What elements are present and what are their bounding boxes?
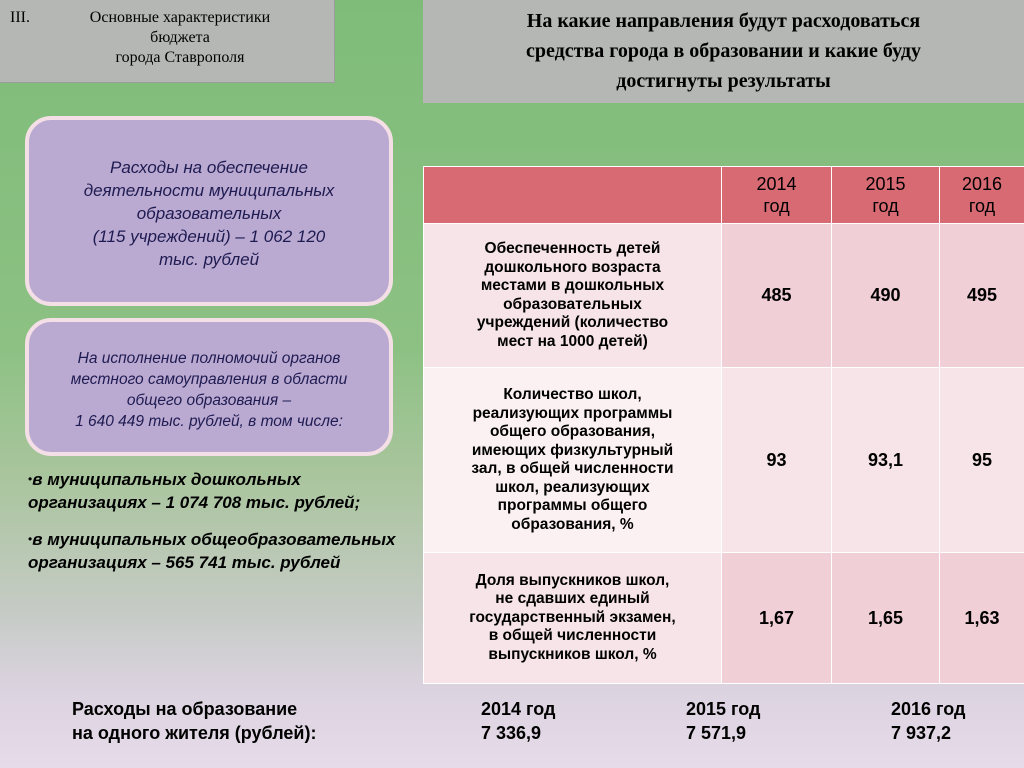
box-line: тыс. рублей <box>158 250 260 269</box>
results-table <box>423 166 1024 684</box>
label-line: дошкольного возраста <box>484 258 661 276</box>
question-line: средства города в образовании и какие буду <box>526 40 921 62</box>
label-line: мест на 1000 детей) <box>497 332 648 350</box>
per-capita-year-2015 <box>686 697 761 745</box>
slide-question-title <box>423 0 1024 103</box>
label-line: в общей численности <box>488 627 657 645</box>
cell-value: 1,63 <box>940 553 1024 684</box>
label-line: Доля выпускников школ, <box>475 571 670 589</box>
section-title <box>30 8 330 68</box>
table-row <box>424 553 1024 684</box>
table-header-row <box>424 167 1024 224</box>
label-line: образовательных <box>503 295 642 313</box>
year-value: 7 336,9 <box>481 723 542 743</box>
bullet-item <box>28 528 408 574</box>
label-line: реализующих программы <box>472 404 673 422</box>
label-line: выпускников школ, % <box>488 645 657 663</box>
expenses-authority-box <box>25 318 393 456</box>
per-capita-year-2016 <box>891 697 966 745</box>
year-number: 2015 <box>865 174 906 194</box>
section-number: III. <box>10 9 30 26</box>
table-header-year <box>940 167 1024 224</box>
section-title-line: Основные характеристики <box>89 9 271 26</box>
year-number: 2016 <box>961 174 1003 194</box>
per-capita-label <box>72 697 452 745</box>
table-row <box>424 368 1024 553</box>
cell-value: 1,67 <box>722 553 832 684</box>
question-line: достигнуты результаты <box>616 70 831 92</box>
year-unit: год <box>763 196 790 216</box>
table-header-year <box>722 167 832 224</box>
section-title-line: бюджета <box>150 29 210 46</box>
label-line: образования, % <box>511 515 634 533</box>
year-unit: год <box>968 196 996 216</box>
per-capita-year-2014 <box>481 697 556 745</box>
section-header <box>0 0 335 83</box>
bullet-marker: • <box>28 472 33 486</box>
label-line: учреждений (количество <box>476 314 669 331</box>
year-value: 7 937,2 <box>891 723 952 743</box>
cell-value: 490 <box>832 224 940 368</box>
question-line: На какие направления будут расходоваться <box>526 10 921 32</box>
table-header-year <box>832 167 940 224</box>
table-header-empty <box>424 167 722 224</box>
label-line: Количество школ, <box>503 386 642 403</box>
bullet-marker: • <box>28 532 33 546</box>
year-value: 7 571,9 <box>686 723 747 743</box>
cell-value: 485 <box>722 224 832 368</box>
box-line: образовательных <box>136 204 282 223</box>
year-number: 2014 <box>756 174 797 194</box>
bullet-item <box>28 468 408 514</box>
cell-value: 95 <box>940 368 1024 553</box>
cell-value: 93 <box>722 368 832 553</box>
box-line: общего образования – <box>126 392 292 409</box>
section-title-line: города Ставрополя <box>115 49 245 66</box>
bullet-text: в муниципальных дошкольных организациях – 1 074 708 тыс. рублей; <box>28 470 361 512</box>
label-line: имеющих физкультурный <box>471 441 674 459</box>
box-line: местного самоуправления в области <box>70 371 348 388</box>
year-unit: год <box>872 196 899 216</box>
year-label: 2014 год <box>481 699 556 719</box>
label-line: местами в дошкольных <box>480 277 665 294</box>
label-line: зал, в общей численности <box>471 460 674 477</box>
row-label <box>424 368 722 553</box>
expenses-institutions-box <box>25 116 393 306</box>
label-line: школ, реализующих <box>495 478 650 496</box>
label-line: программы общего <box>497 497 648 514</box>
label-line: на одного жителя (рублей): <box>72 723 317 743</box>
cell-value: 93,1 <box>832 368 940 553</box>
box-line: Расходы на обеспечение <box>110 158 308 177</box>
label-line: Обеспеченность детей <box>484 240 661 257</box>
label-line: государственный экзамен, <box>469 608 676 626</box>
box-line: 1 640 449 тыс. рублей, в том числе: <box>75 413 343 430</box>
label-line: Расходы на образование <box>72 699 298 719</box>
box-line: деятельности муниципальных <box>83 181 335 200</box>
table-row <box>424 224 1024 368</box>
row-label <box>424 224 722 368</box>
cell-value: 1,65 <box>832 553 940 684</box>
box-line: (115 учреждений) – 1 062 120 <box>92 227 326 246</box>
label-line: общего образования, <box>489 423 656 440</box>
year-label: 2016 год <box>891 699 966 719</box>
year-label: 2015 год <box>686 699 761 719</box>
bullet-text: в муниципальных общеобразовательных организациях – 565 741 тыс. рублей <box>28 530 396 572</box>
row-label <box>424 553 722 684</box>
box-line: На исполнение полномочий органов <box>77 350 341 367</box>
bullet-list <box>28 468 408 588</box>
label-line: не сдавших единый <box>495 590 650 608</box>
cell-value: 495 <box>940 224 1024 368</box>
